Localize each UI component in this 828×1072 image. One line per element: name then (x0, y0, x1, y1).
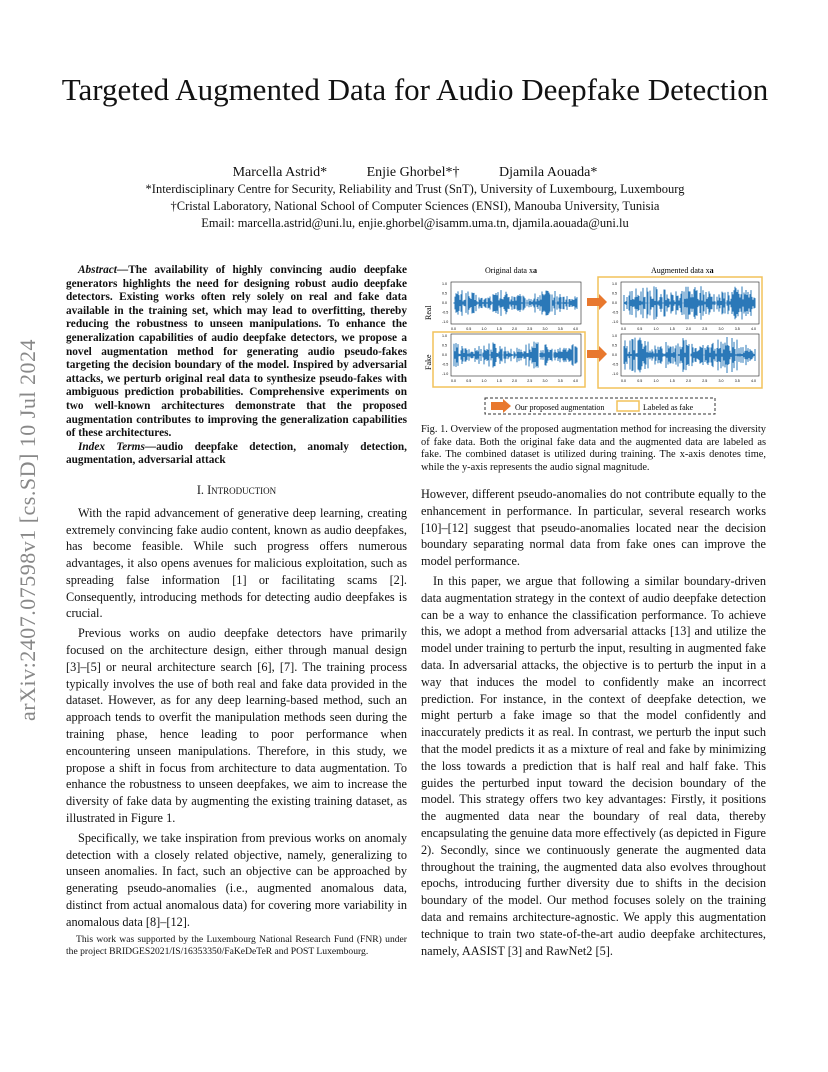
x-tick-label: 3.0 (718, 327, 724, 331)
y-tick-label: 0.5 (612, 343, 617, 348)
y-tick-label: 0.5 (442, 343, 447, 348)
author: Enjie Ghorbel*† (366, 165, 460, 180)
row-label-fake: Fake (424, 354, 433, 370)
x-tick-label: 4.0 (573, 379, 578, 383)
x-tick-label: 4.0 (573, 327, 578, 331)
y-tick-label: -1.0 (612, 372, 619, 376)
waveform-real-augmented (624, 286, 755, 320)
x-tick-label: 2.5 (527, 379, 533, 383)
x-tick-label: 1.0 (481, 379, 487, 383)
row-label-real: Real (424, 305, 433, 320)
x-tick-label: 0.0 (451, 327, 456, 331)
x-tick-label: 2.5 (702, 327, 708, 331)
y-tick-label: 0.5 (442, 291, 447, 296)
arxiv-sidebar (8, 300, 48, 760)
y-tick-label: 0.0 (442, 301, 447, 305)
x-tick-label: 2.0 (512, 379, 517, 383)
col-title-original: Original data xa (485, 266, 537, 275)
x-tick-label: 0.0 (621, 379, 626, 383)
x-tick-label: 0.5 (637, 379, 643, 383)
x-tick-label: 2.0 (686, 379, 691, 383)
abstract-text: The availability of highly convincing audio deepfake generators highlights the need for designing robust audio deepfake detectors. Existing works often rely solely on real and fake data available in the training set, which may lead to overfitting, thereby reducing the robustness to unseen manipulations. To enhance the generalization capabilities of audio deepfake detectors, we propose a novel augmentation method for generating audio pseudo-fakes targeting the decision boundary of the model. Inspired by adversarial attacks, we perturb original real data to synthesize pseudo-fakes with ambiguous prediction probabilities. Comprehensive experiments on two well-known architectures demonstrate that the proposed augmentation contributes to improving the generalization capabilities of these architectures. (66, 264, 407, 440)
footnote (66, 934, 407, 957)
x-tick-label: 0.0 (621, 327, 626, 331)
y-tick-label: -1.0 (442, 320, 449, 324)
author: Marcella Astrid* (232, 165, 328, 180)
x-tick-label: 2.5 (527, 327, 533, 331)
x-tick-label: 1.5 (496, 379, 502, 383)
figure-1 (421, 262, 766, 420)
left-column (66, 264, 407, 934)
x-tick-label: 1.0 (653, 327, 659, 331)
paragraph: However, different pseudo-anomalies do not contribute equally to the enhancement in performance. In particular, several research works [10]–[12] suggest that pseudo-anomalies located near the decision boundary separating normal data from fake ones can improve the model performance. (421, 487, 766, 569)
y-tick-label: -0.5 (612, 310, 619, 315)
x-tick-label: 3.5 (734, 379, 740, 383)
x-tick-label: 1.5 (669, 327, 675, 331)
author: Djamila Aouada* (499, 165, 598, 180)
y-tick-label: 0.0 (442, 353, 447, 357)
augment-arrow-real (587, 294, 607, 310)
x-tick-label: 3.0 (718, 379, 724, 383)
x-tick-label: 2.0 (686, 327, 691, 331)
legend-arrow-icon (491, 399, 511, 413)
legend-box-label: Labeled as fake (643, 403, 694, 412)
x-tick-label: 0.5 (466, 379, 472, 383)
y-tick-label: 1.0 (442, 334, 447, 338)
figure-1-graphic (421, 262, 766, 420)
y-tick-label: -0.5 (442, 362, 449, 367)
x-tick-label: 4.0 (751, 327, 756, 331)
waveform-fake-augmented (624, 337, 755, 373)
x-tick-label: 1.5 (669, 379, 675, 383)
waveform-fake-original (454, 342, 577, 369)
right-column (421, 486, 766, 962)
x-tick-label: 3.5 (734, 327, 740, 331)
y-tick-label: 1.0 (612, 282, 617, 286)
y-tick-label: 0.0 (612, 301, 617, 305)
paragraph: With the rapid advancement of generative deep learning, creating extremely convincing fake audio content, known as audio deepfakes, has become feasible. While such progress offers numerous advantages, it also opens avenues for malicious exploitation, such as spreading false information [1] or facilitating scams [2]. Consequently, introducing methods for detecting audio deepfakes is crucial. (66, 505, 407, 621)
x-tick-label: 3.5 (557, 327, 563, 331)
y-tick-label: -0.5 (612, 362, 619, 367)
paragraph: Specifically, we take inspiration from previous works on anomaly detection with a closely related objective, namely, generalizing to unseen anomalies. In fact, such an objective can be approached by generating pseudo-anomalies (i.e., augmented anomalous data, distinct from actual anomalous data) for covering more variability in anomalous data [8]–[12]. (66, 830, 407, 929)
y-tick-label: 1.0 (612, 334, 617, 338)
col-title-augmented: Augmented data xa (651, 266, 714, 275)
x-tick-label: 3.0 (542, 379, 548, 383)
waveform-real-original (454, 290, 577, 316)
figure-caption (421, 424, 766, 474)
y-tick-label: 1.0 (442, 282, 447, 286)
x-tick-label: 0.5 (466, 327, 472, 331)
paragraph: Previous works on audio deepfake detectors have primarily focused on the architecture design, either through manual design [3]–[5] or neural architecture search [6], [7]. The training process typically involves the use of both real and fake data provided in the dataset. However, as for any deep learning-based method, such an approach tends to overfit the manipulation methods seen during the training phase, hence leading to poor performance when encountering unseen manipulations. Therefore, in this study, we propose a shift in focus from architecture to data augmentation. To enhance the robustness to unseen deepfakes, we aim to increase the diversity of fake data by augmenting the existing training dataset, as illustrated in Figure 1. (66, 626, 407, 826)
email-line: Email: marcella.astrid@uni.lu, enjie.ghorbel@isamm.uma.tn, djamila.aouada@uni.lu (201, 216, 629, 230)
paragraph: In this paper, we argue that following a similar boundary-driven data augmentation strategy in the context of audio deepfake detection can be a way to enhance the classification performance. To achieve this, we adopt a method from adversarial attacks [13] and utilize the model under training to perturb the input, resulting in augmented fake data. In adversarial attacks, the objective is to perturb the input in a way that induces the model to confidently make an incorrect prediction. For instance, in the context of deepfake detection, we might perturb a fake image so that the model confidently and inaccurately predicts it as real. In contrast, we perturb the input such that the model predicts it as a mixture of real and fake by minimizing the loss towards a prediction that is half real and half fake. This guides the perturbed input toward the decision boundary of the model. This strategy offers two key advantages: Firstly, it positions the augmented data near the boundary of real data, thereby encapsulating the genuine data more effectively (as depicted in Figure 2). Secondly, since we continuously generate the augmented data throughout the training, the augmented data also evolves throughout epochs, introducing further diversity due to shifts in the decision boundary of the model. Our method focuses solely on the training data and remains architecture-agnostic. We apply this augmentation technique to train two state-of-the-art audio deepfake architectures, namely, AASIST [3] and RawNet2 [5]. (421, 573, 766, 958)
section-heading: I. Introduction (196, 482, 277, 497)
x-tick-label: 0.0 (451, 379, 456, 383)
affiliation: *Interdisciplinary Centre for Security, Reliability and Trust (SnT), University of Luxembourg, Luxembourg (145, 182, 685, 196)
x-tick-label: 2.5 (702, 379, 708, 383)
x-tick-label: 1.5 (496, 327, 502, 331)
y-tick-label: -1.0 (442, 372, 449, 376)
abstract (66, 264, 407, 468)
caption-text: Fig. 1. Overview of the proposed augmentation method for increasing the diversity of fake data. Both the original fake data and the augmented data are labeled as fake. The combined dataset is utilized during training. The x-axis denotes time, while the y-axis represents the audio signal magnitude. (421, 424, 766, 473)
arxiv-id: arXiv:2407.07598v1 [cs.SD] 10 Jul 2024 (15, 339, 40, 721)
x-tick-label: 1.0 (481, 327, 487, 331)
y-tick-label: -0.5 (442, 310, 449, 315)
x-tick-label: 4.0 (751, 379, 756, 383)
col-title-augmented-text: Augmented data x (651, 266, 710, 275)
x-tick-label: 2.0 (512, 327, 517, 331)
y-tick-label: -1.0 (612, 320, 619, 324)
abstract-label: Abstract— (78, 264, 129, 276)
x-tick-label: 3.0 (542, 327, 548, 331)
augment-arrow-fake (587, 346, 607, 362)
index-terms-text: audio deepfake detection, anomaly detection, augmentation, adversarial attack (66, 440, 407, 467)
x-tick-label: 1.0 (653, 379, 659, 383)
legend-arrow-label: Our proposed augmentation (515, 403, 605, 412)
x-tick-label: 3.5 (557, 379, 563, 383)
paper-title: Targeted Augmented Data for Audio Deepfake Detection (61, 72, 769, 107)
col-title-original-text: Original data x (485, 266, 533, 275)
legend-box-icon (617, 401, 639, 411)
affiliation: †Cristal Laboratory, National School of Computer Sciences (ENSI), Manouba University, Tunisia (170, 199, 660, 213)
funding-footnote: This work was supported by the Luxembourg National Research Fund (FNR) under the project BRIDGES2021/IS/16353350/FaKeDeTeR and POST Luxembourg. (66, 934, 407, 957)
y-tick-label: 0.5 (612, 291, 617, 296)
x-tick-label: 0.5 (637, 327, 643, 331)
y-tick-label: 0.0 (612, 353, 617, 357)
author-list (60, 165, 770, 181)
index-terms-label: Index Terms— (78, 440, 157, 453)
